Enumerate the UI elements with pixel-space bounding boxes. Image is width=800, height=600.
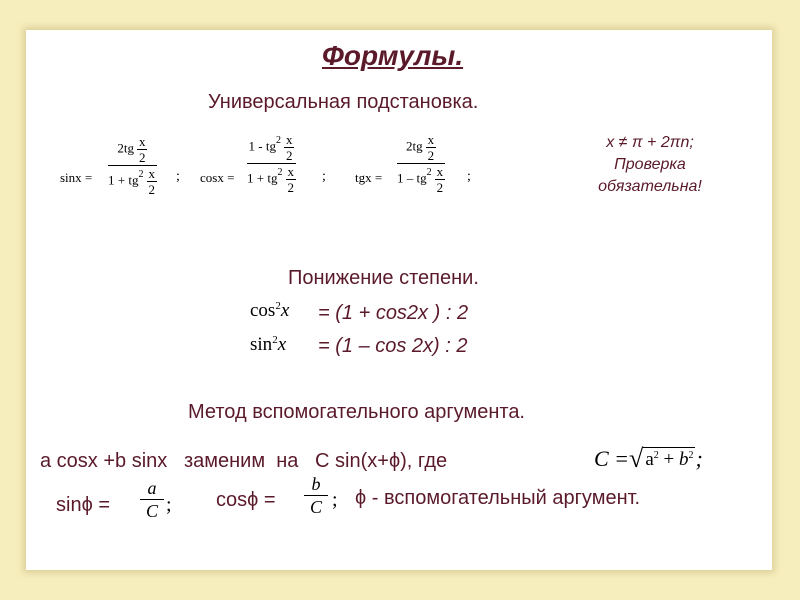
cos-phi-num: b	[311, 474, 321, 494]
sin-squared-lhs	[250, 334, 286, 356]
sin-formula-sep: ;	[176, 169, 180, 184]
sin-phi-num: a	[147, 478, 157, 498]
cos2-var: x	[280, 300, 290, 321]
tg-den-den: 2	[436, 180, 444, 195]
sin2-func: sin	[250, 334, 273, 355]
sin-formula-lhs: sinx =	[60, 170, 93, 185]
tg-formula-sep: ;	[467, 169, 471, 184]
sin-formula-den: 1 + tg	[108, 172, 139, 188]
tg-formula-num: 2tg	[406, 138, 423, 154]
tg-den-arg: x	[436, 164, 444, 179]
check-note-condition: x ≠ π + 2πn;	[606, 134, 694, 151]
cos-formula-den: 1 + tg	[247, 170, 278, 186]
c-formula-b: b	[678, 449, 689, 470]
sin2-var: x	[277, 334, 287, 355]
sin-formula-num: 2tg	[117, 140, 135, 156]
cos-num-den: 2	[285, 148, 293, 163]
tg-formula-den: 1 – tg	[397, 170, 427, 186]
sin-squared-rhs: = (1 – cos 2x) : 2	[318, 335, 468, 357]
c-formula-plus: +	[658, 449, 679, 470]
auxiliary-argument-heading: Метод вспомогательного аргумента.	[188, 401, 525, 423]
cos-phi-label: cosϕ =	[216, 489, 276, 511]
cos-num-arg: x	[285, 132, 293, 147]
cos-formula-lhs: cosx =	[200, 170, 235, 185]
sin-num-arg: x	[139, 134, 146, 149]
tg-formula-fraction: 2tg $\frac{x}{2}$ $1 - tg^2$ $\frac{x}{2}$	[397, 132, 444, 195]
sin-num-den: 2	[139, 150, 146, 165]
sin-phi-den: C	[145, 501, 158, 521]
c-formula-radicand	[643, 447, 695, 471]
c-formula-a-exp: 2	[653, 450, 659, 461]
c-formula-tail: ;	[695, 446, 703, 471]
check-note-line3: обязательна!	[598, 178, 702, 195]
cos-squared-rhs: = (1 + cos2x ) : 2	[318, 302, 469, 324]
c-formula-lhs: C =	[594, 446, 630, 471]
sin-phi-fraction	[140, 478, 164, 521]
c-formula: C = √ $a^2 + b^2$ ;	[594, 444, 703, 473]
cos-phi-den: C	[309, 497, 322, 517]
auxiliary-method-line: a cosx +b sinx заменим на C sin(x+ϕ), где	[40, 450, 448, 472]
sin-phi-label: sinϕ =	[56, 494, 111, 516]
sin2-exp: 2	[272, 334, 278, 346]
cos-formula-sep: ;	[322, 169, 326, 184]
cos-squared-lhs	[250, 300, 289, 322]
c-formula-b-exp: 2	[688, 450, 694, 461]
cos-den-arg: x	[287, 164, 294, 179]
cos-formula-fraction: $1 - tg^2$ $\frac{x}{2}$ $1 + tg^2$ $\frac{x}{2}$	[247, 132, 294, 195]
cos-phi-fraction	[304, 474, 328, 517]
tg-formula-lhs: tgx =	[355, 170, 383, 185]
check-note-line2: Проверка	[614, 156, 686, 173]
c-formula-a: a	[645, 449, 654, 470]
universal-substitution-heading: Универсальная подстановка.	[208, 91, 479, 113]
cos-den-den: 2	[287, 180, 294, 195]
page-title: Формулы.	[322, 40, 464, 71]
sin-formula-fraction: 2tg $\frac{x}{2}$ $1 + tg^2$ $\frac{x}{2}$	[108, 134, 155, 197]
sin-den-arg: x	[148, 166, 155, 181]
sin-phi-sep: ;	[166, 494, 172, 516]
phi-description: ϕ - вспомогательный аргумент.	[355, 487, 641, 509]
sin-den-den: 2	[148, 182, 155, 197]
check-note	[565, 132, 735, 198]
power-reduction-heading: Понижение степени.	[288, 267, 479, 289]
cos-phi-sep: ;	[332, 489, 338, 511]
cos2-func: cos	[250, 300, 276, 321]
cos2-exp: 2	[275, 300, 281, 312]
tg-num-arg: x	[427, 132, 435, 147]
cos-formula-num: 1 - tg	[248, 138, 276, 154]
tg-num-den: 2	[427, 148, 435, 163]
